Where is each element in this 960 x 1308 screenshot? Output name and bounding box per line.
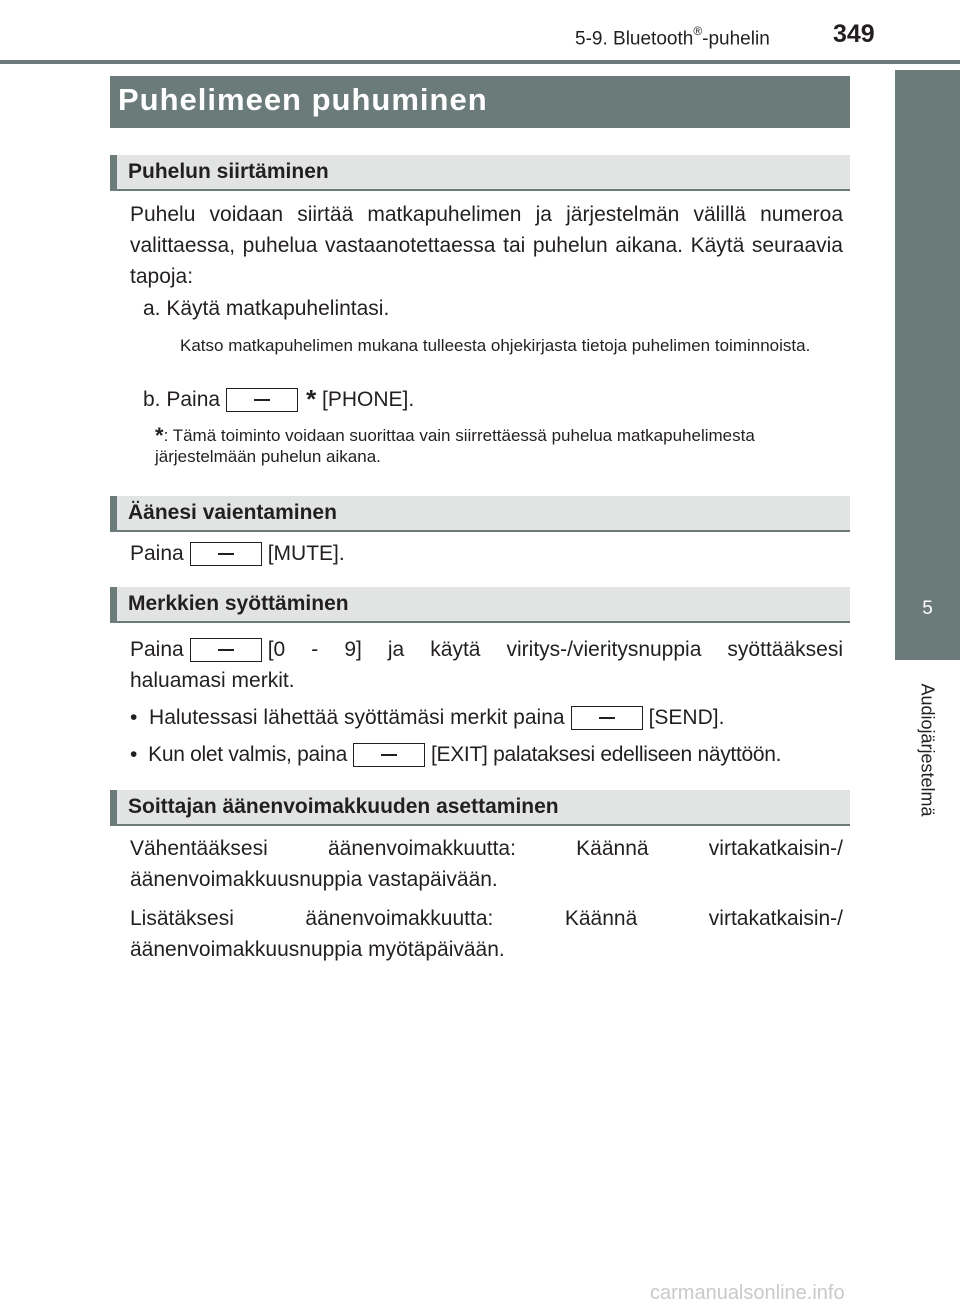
transfer-item-a-note: Katso matkapuhelimen mukana tulleesta ohjekirjasta tietoja puhelimen toiminnoista.	[180, 336, 811, 355]
header-divider	[0, 60, 960, 64]
bullet-exit-post: [EXIT] palataksesi edelliseen näyttöön.	[430, 743, 782, 766]
tones-post-line2: haluamasi merkit.	[130, 669, 295, 692]
bullet-icon: •	[130, 743, 149, 766]
registered-mark: ®	[693, 24, 703, 38]
section-text-suffix: -puhelin	[702, 28, 770, 50]
item-b-suffix: [PHONE].	[322, 388, 415, 411]
chapter-label: Audiojärjestelmä	[917, 683, 938, 817]
transfer-intro: Puhelu voidaan siirtää matkapuhelimen ja järjestelmän välillä numeroa valittaessa, puhelua vastaanotettaessa tai puhelun aikana. Käytä seuraavia tapoja:	[130, 203, 843, 288]
digit-button-icon	[190, 638, 262, 662]
page-number: 349	[833, 20, 875, 48]
section-heading-text: Puhelun siirtäminen	[128, 160, 329, 183]
exit-button-icon	[353, 743, 425, 767]
send-button-icon	[571, 706, 643, 730]
section-heading-volume	[110, 790, 850, 826]
tones-post-line1: [0 - 9] ja käytä viritys-/vieritysnuppia syöttääksesi	[267, 638, 843, 661]
chapter-tab	[895, 70, 960, 660]
tones-pre: Paina	[130, 638, 184, 661]
page-title-bar	[110, 76, 850, 128]
transfer-footnote	[155, 425, 843, 467]
volume-increase: Lisätäksesi äänenvoimakkuutta: Käännä virtakatkaisin-/äänenvoimakkuusnuppia myötäpäivään.	[130, 907, 843, 961]
section-heading-mute	[110, 496, 850, 532]
transfer-item-a: a. Käytä matkapuhelintasi.	[143, 297, 390, 320]
footnote-text: : Tämä toiminto voidaan suorittaa vain siirrettäessä puhelua matkapuhelimesta järjestelmään puhelun aikana.	[155, 426, 755, 466]
section-breadcrumb	[575, 26, 770, 50]
mute-instruction	[130, 538, 345, 569]
tones-bullet-exit	[130, 739, 781, 770]
section-heading-tones	[110, 587, 850, 623]
section-heading-text: Soittajan äänenvoimakkuuden asettaminen	[128, 795, 559, 818]
section-heading-transfer	[110, 155, 850, 191]
volume-decrease: Vähentääksesi äänenvoimakkuutta: Käännä virtakatkaisin-/äänenvoimakkuusnuppia vastapäivään.	[130, 837, 843, 891]
bullet-exit-pre: Kun olet valmis, paina	[148, 743, 347, 766]
mute-button-icon	[190, 542, 262, 566]
chapter-number: 5	[922, 598, 933, 619]
bullet-send-pre: Halutessasi lähettää syöttämäsi merkit paina	[149, 706, 565, 729]
page-title: Puhelimeen puhuminen	[118, 82, 488, 117]
phone-button-icon	[226, 388, 298, 412]
tones-bullet-send	[130, 702, 724, 733]
tones-instruction	[130, 634, 843, 696]
bullet-icon: •	[130, 706, 150, 729]
watermark: carmanualsonline.info	[650, 1282, 845, 1304]
transfer-item-b	[143, 384, 843, 415]
asterisk-mark: *	[306, 384, 317, 414]
mute-post: [MUTE].	[267, 542, 345, 565]
bullet-send-post: [SEND].	[648, 706, 725, 729]
item-b-text: b. Paina	[143, 388, 221, 411]
section-heading-text: Äänesi vaientaminen	[128, 501, 337, 524]
section-text: 5-9. Bluetooth	[575, 28, 694, 50]
section-heading-text: Merkkien syöttäminen	[128, 592, 349, 615]
mute-pre: Paina	[130, 542, 184, 565]
footnote-asterisk: *	[155, 423, 164, 448]
